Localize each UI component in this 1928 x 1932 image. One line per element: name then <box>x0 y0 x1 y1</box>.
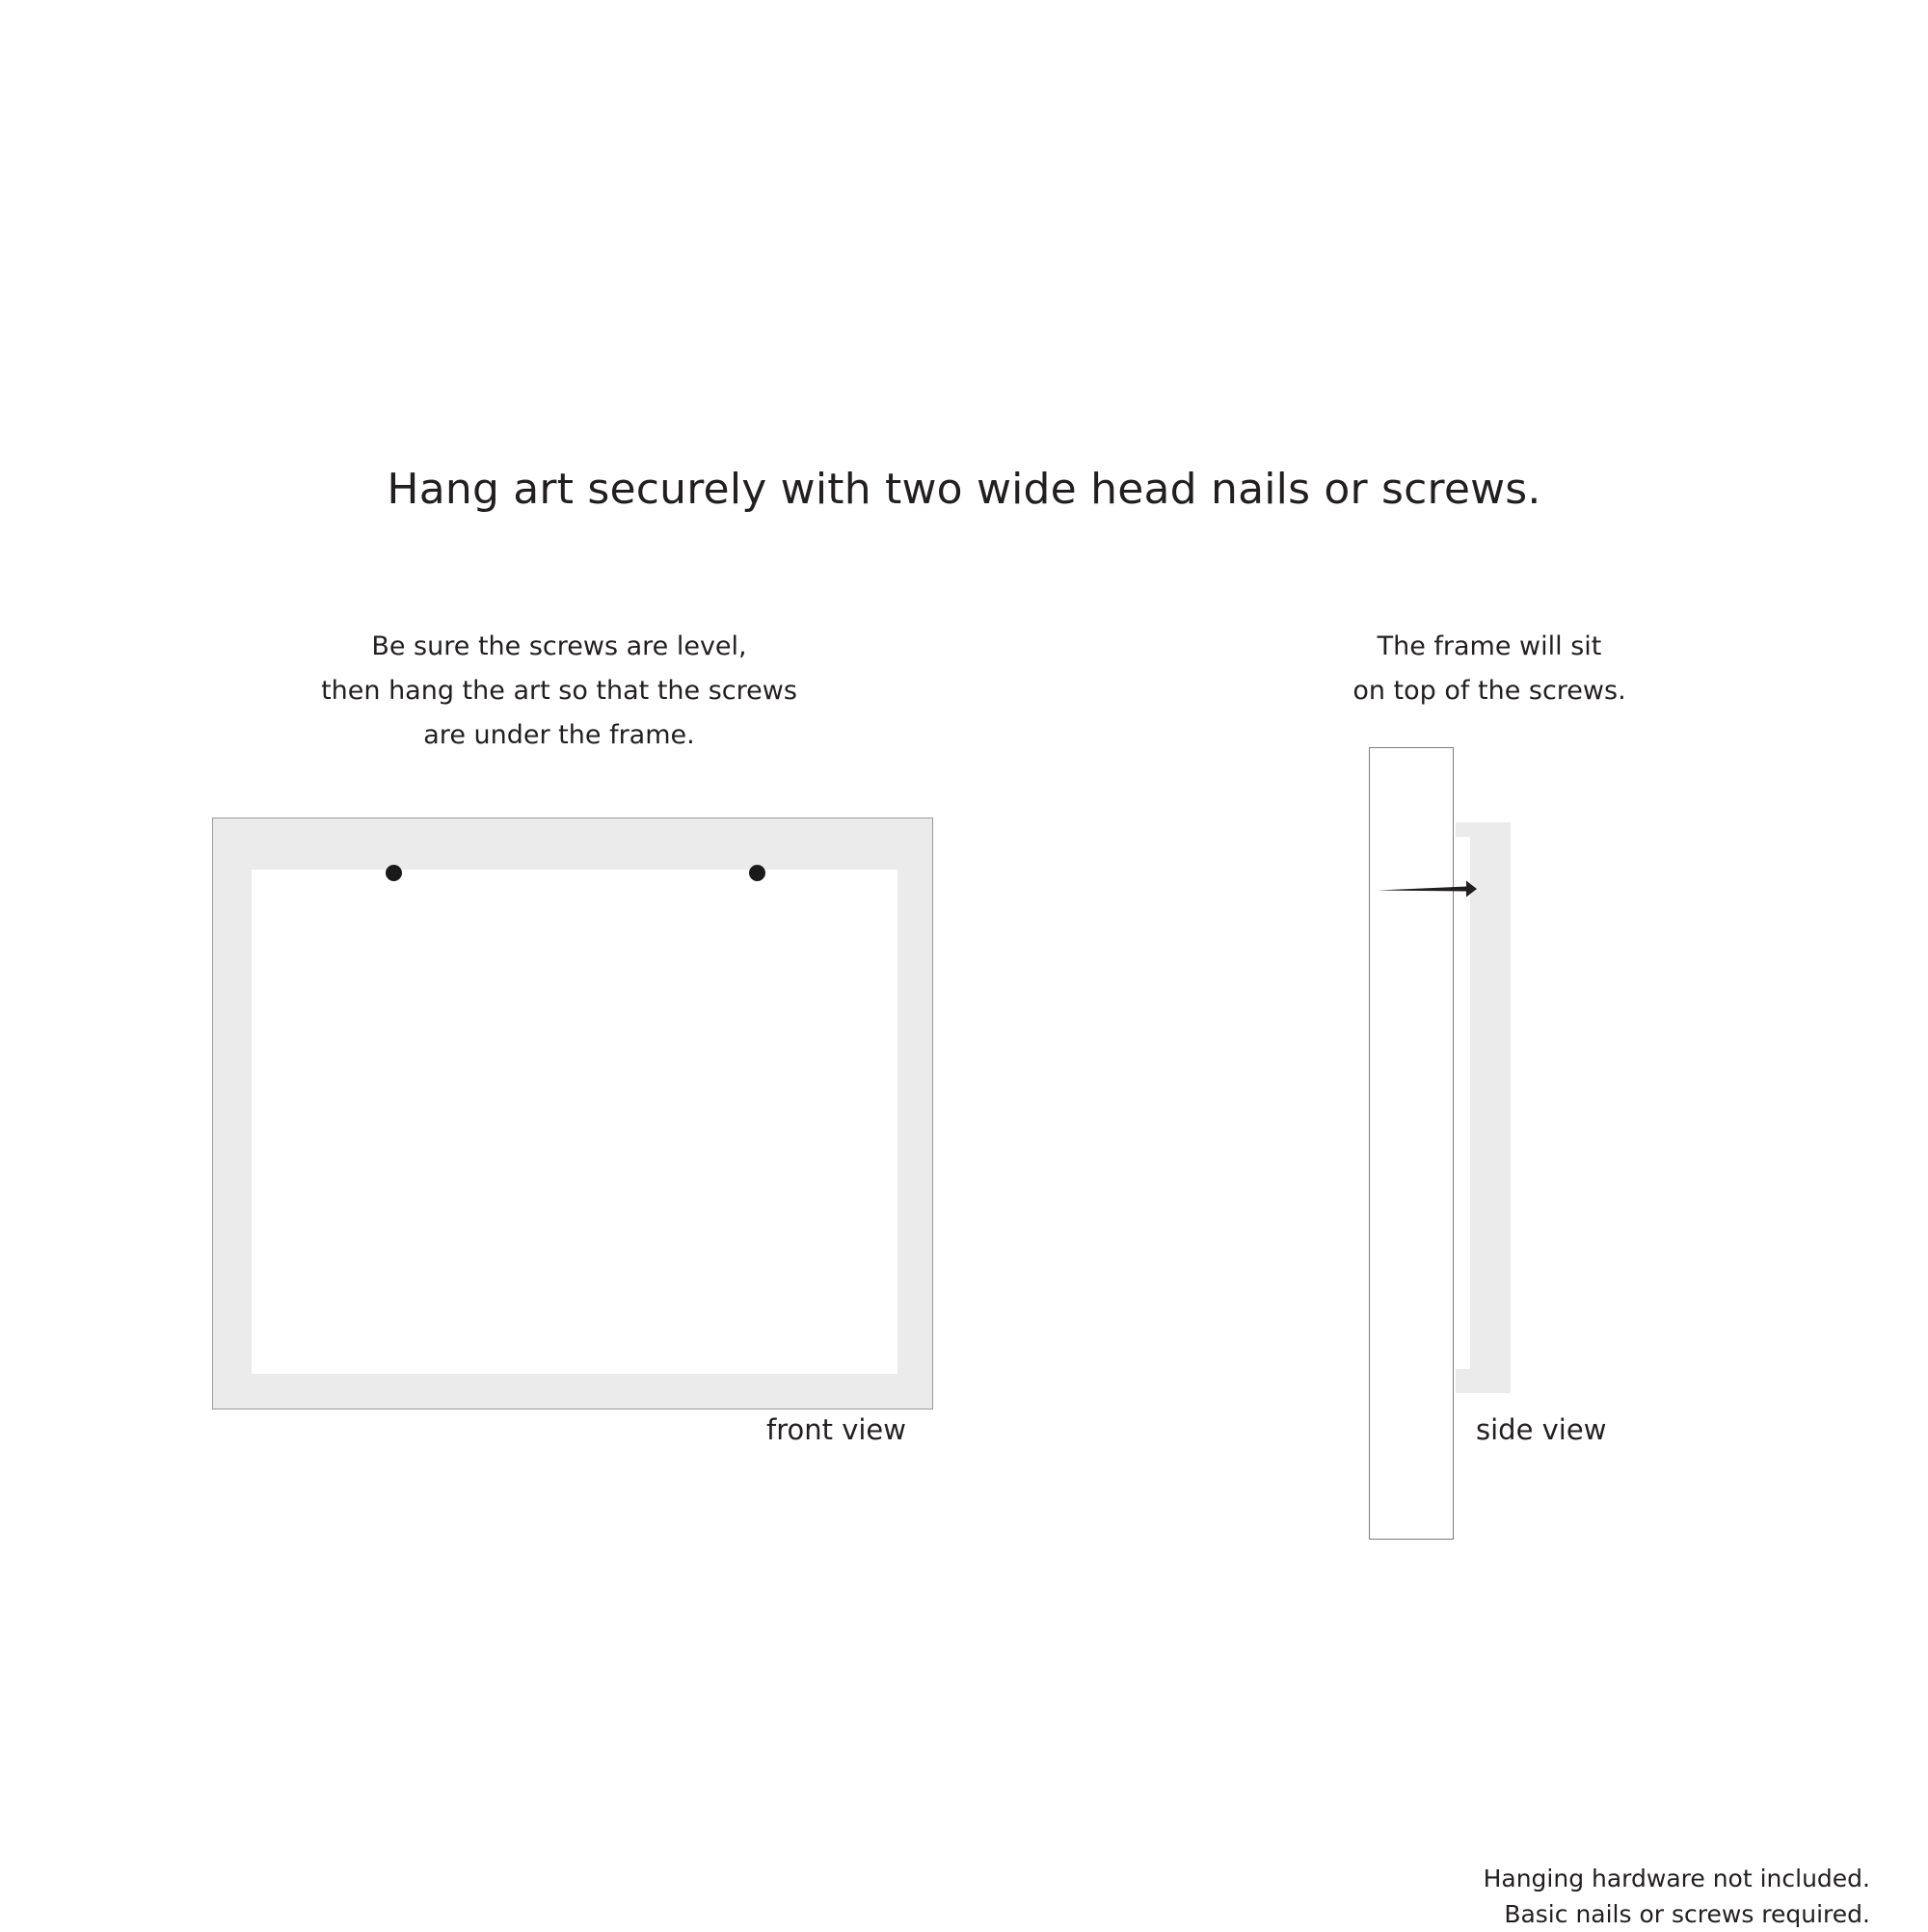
wall-cross-section <box>1369 747 1454 1540</box>
side-view-caption-line-1: The frame will sit <box>1377 631 1602 661</box>
nail-icon <box>1378 880 1489 898</box>
side-view-caption-line-2: on top of the screws. <box>1352 676 1626 706</box>
footnote-line-1: Hanging hardware not included. <box>1483 1865 1870 1892</box>
front-view-caption <box>174 625 945 758</box>
side-view-label: side view <box>1476 1413 1607 1446</box>
front-view-caption-line-2: then hang the art so that the screws <box>321 676 797 706</box>
front-view-caption-line-1: Be sure the screws are level, <box>371 631 747 661</box>
frame-mat-area <box>252 870 897 1374</box>
picture-frame-front <box>212 818 933 1409</box>
front-view-caption-line-3: are under the frame. <box>423 720 695 750</box>
front-view-diagram <box>212 818 935 1415</box>
screw-head-left-icon <box>386 865 402 881</box>
frame-side-recess <box>1456 837 1470 1369</box>
front-view-label: front view <box>766 1413 906 1446</box>
side-view-caption <box>1118 625 1861 713</box>
page-title: Hang art securely with two wide head nails or screws. <box>387 465 1541 514</box>
screw-head-right-icon <box>749 865 765 881</box>
footnote <box>964 1861 1870 1932</box>
footnote-line-2: Basic nails or screws required. <box>1504 1900 1870 1928</box>
